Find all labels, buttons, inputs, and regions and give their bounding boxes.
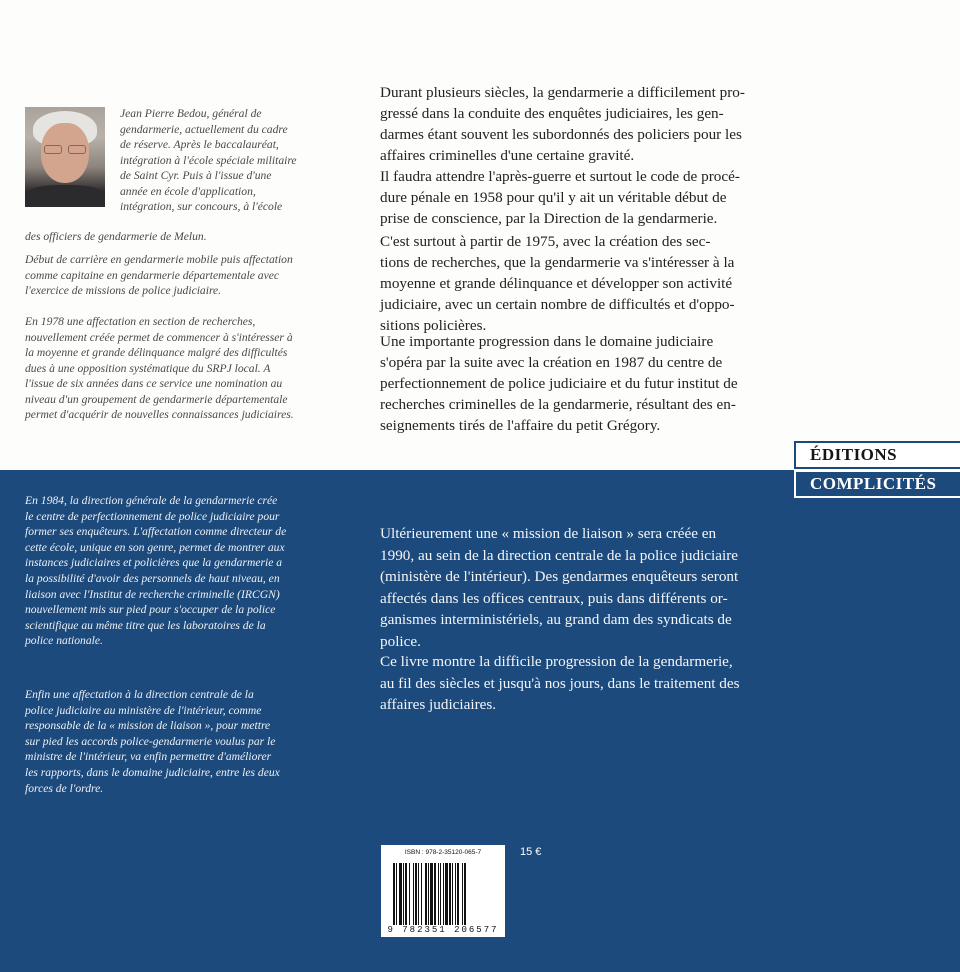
barcode-number: 9 782351 206577 bbox=[387, 925, 499, 935]
bio-line: Début de carrière en gendarmerie mobile puis affectation bbox=[25, 253, 293, 266]
bio-line: sur pied les accords police-gendarmerie voulus par le bbox=[25, 734, 276, 748]
blurb-line: police. bbox=[380, 632, 421, 650]
bio-line: former ses enquêteurs. L'affectation comme directeur de bbox=[25, 525, 287, 539]
blurb-line: seignements tirés de l'affaire du petit Grégory. bbox=[380, 417, 661, 434]
author-bio-intro bbox=[120, 106, 305, 215]
bio-line: responsable de la « mission de liaison », pour mettre bbox=[25, 719, 271, 733]
blurb-paragraph-3 bbox=[380, 231, 735, 336]
bio-line: comme capitaine en gendarmerie départementale avec bbox=[25, 268, 280, 282]
blurb-line: dure pénale en 1958 pour qu'il y ait un véritable début de bbox=[380, 189, 727, 206]
bio-line: nouvellement mis sur pied pour s'occuper de la police bbox=[25, 603, 276, 617]
isbn-label: ISBN : 978-2-35120-065-7 bbox=[404, 849, 482, 856]
blurb-line: au fil des siècles et jusqu'à nos jours, dans le traitement des bbox=[380, 674, 740, 692]
bio-line: scientifique au même titre que les laboratoires de la bbox=[25, 618, 266, 632]
bio-line: année en école d'application, bbox=[120, 184, 256, 198]
bio-line: nouvellement créée permet de commencer à s'intéresser à bbox=[25, 330, 293, 344]
blurb-line: affaires criminelles d'une certaine gravité. bbox=[380, 147, 635, 164]
bio-line: la moyenne et grande délinquance malgré des difficultés bbox=[25, 346, 288, 359]
blurb-line: Ce livre montre la difficile progression de la gendarmerie, bbox=[380, 653, 733, 670]
blurb-line: prise de conscience, par la Direction de la gendarmerie. bbox=[380, 210, 718, 227]
bio-line: Jean Pierre Bedou, général de bbox=[120, 107, 262, 120]
publisher-line-1: ÉDITIONS bbox=[794, 441, 960, 469]
bio-line: En 1984, la direction générale de la gendarmerie crée bbox=[25, 494, 278, 507]
bio-line: gendarmerie, actuellement du cadre bbox=[120, 122, 288, 136]
author-bio-paragraph-2 bbox=[25, 252, 293, 299]
bio-line: ministre de l'intérieur, va enfin permettre d'améliorer bbox=[25, 750, 272, 764]
bio-line: de Saint Cyr. Puis à l'issue d'une bbox=[120, 169, 272, 182]
bio-line: liaison avec l'Institut de recherche criminelle (IRCGN) bbox=[25, 587, 280, 601]
blurb-line: recherches criminelles de la gendarmerie, résultant des en- bbox=[380, 396, 736, 413]
blurb-line: perfectionnement de police judiciaire et du futur institut de bbox=[380, 375, 738, 392]
bio-line: le centre de perfectionnement de police judiciaire pour bbox=[25, 509, 280, 523]
blurb-paragraph-2 bbox=[380, 166, 740, 229]
blurb-line: 1990, au sein de la direction centrale de la police judiciaire bbox=[380, 546, 739, 564]
bio-line: la possibilité d'avoir des personnels de haut niveau, en bbox=[25, 571, 280, 585]
author-bio-paragraph-5 bbox=[25, 687, 280, 796]
isbn-barcode bbox=[381, 845, 505, 937]
bio-line: Enfin une affectation à la direction centrale de la bbox=[25, 688, 254, 701]
bio-line: police judiciaire au ministère de l'intérieur, comme bbox=[25, 703, 262, 717]
bio-line: permet d'acquérir de nouvelles connaissances judiciaires. bbox=[25, 408, 294, 421]
bio-line: instances judiciaires et policières que la gendarmerie a bbox=[25, 556, 283, 570]
blurb-line: affaires judiciaires. bbox=[380, 696, 497, 713]
publisher-line-2: COMPLICITÉS bbox=[794, 470, 960, 498]
blurb-paragraph-4 bbox=[380, 331, 738, 436]
barcode-bars bbox=[393, 863, 497, 925]
bio-line: l'exercice de missions de police judiciaire. bbox=[25, 284, 222, 297]
author-bio-intro-end bbox=[25, 229, 207, 245]
bio-line: police nationale. bbox=[25, 634, 103, 648]
bio-line: les rapports, dans le domaine judiciaire, entre les deux bbox=[25, 765, 280, 779]
bio-line: En 1978 une affectation en section de recherches, bbox=[25, 315, 256, 328]
bio-line: intégration à l'école spéciale militaire bbox=[120, 153, 297, 167]
blurb-paragraph-6 bbox=[380, 651, 740, 716]
blurb-line: gressé dans la conduite des enquêtes judiciaires, les gen- bbox=[380, 105, 724, 122]
bio-line: cette école, unique en son genre, permet de montrer aux bbox=[25, 540, 285, 554]
blurb-line: affectés dans les offices centraux, puis dans différents or- bbox=[380, 589, 728, 607]
price-label: 15 € bbox=[520, 846, 542, 858]
barcode-bar bbox=[466, 863, 467, 925]
bio-line: dues à une opposition systématique du SRPJ local. A bbox=[25, 361, 271, 375]
blurb-line: moyenne et grande délinquance et développer son activité bbox=[380, 275, 733, 292]
blurb-line: Ultérieurement une « mission de liaison » sera créée en bbox=[380, 525, 717, 542]
blurb-line: judiciaire, avec un certain nombre de difficultés et d'oppo- bbox=[380, 296, 735, 313]
author-photo bbox=[25, 107, 105, 207]
blurb-line: C'est surtout à partir de 1975, avec la création des sec- bbox=[380, 233, 711, 250]
blurb-line: darmes étant souvent les subordonnés des policiers pour les bbox=[380, 126, 742, 143]
blurb-line: Il faudra attendre l'après-guerre et surtout le code de procé- bbox=[380, 168, 740, 185]
author-bio-paragraph-4 bbox=[25, 493, 286, 649]
blurb-line: Durant plusieurs siècles, la gendarmerie a difficilement pro- bbox=[380, 84, 745, 101]
blurb-line: tions de recherches, que la gendarmerie va s'intéresser à la bbox=[380, 254, 735, 271]
bio-line: niveau d'un groupement de gendarmerie départementale bbox=[25, 392, 288, 406]
blurb-line: (ministère de l'intérieur). Des gendarmes enquêteurs seront bbox=[380, 568, 739, 585]
blurb-line: sitions policières. bbox=[380, 317, 487, 334]
bio-line: l'issue de six années dans ce service une nomination au bbox=[25, 377, 283, 390]
author-bio-paragraph-3 bbox=[25, 314, 294, 423]
bio-line: des officiers de gendarmerie de Melun. bbox=[25, 230, 207, 243]
blurb-line: Une importante progression dans le domaine judiciaire bbox=[380, 333, 714, 350]
blurb-paragraph-5 bbox=[380, 523, 738, 652]
blurb-line: ganismes interministériels, au grand dam des syndicats de bbox=[380, 611, 732, 628]
publisher-logo bbox=[794, 441, 960, 501]
blurb-line: s'opéra par la suite avec la création en 1987 du centre de bbox=[380, 354, 723, 371]
bio-line: forces de l'ordre. bbox=[25, 781, 104, 795]
blurb-paragraph-1 bbox=[380, 82, 745, 166]
bio-line: de réserve. Après le baccalauréat, bbox=[120, 138, 279, 151]
bio-line: intégration, sur concours, à l'école bbox=[120, 200, 283, 213]
